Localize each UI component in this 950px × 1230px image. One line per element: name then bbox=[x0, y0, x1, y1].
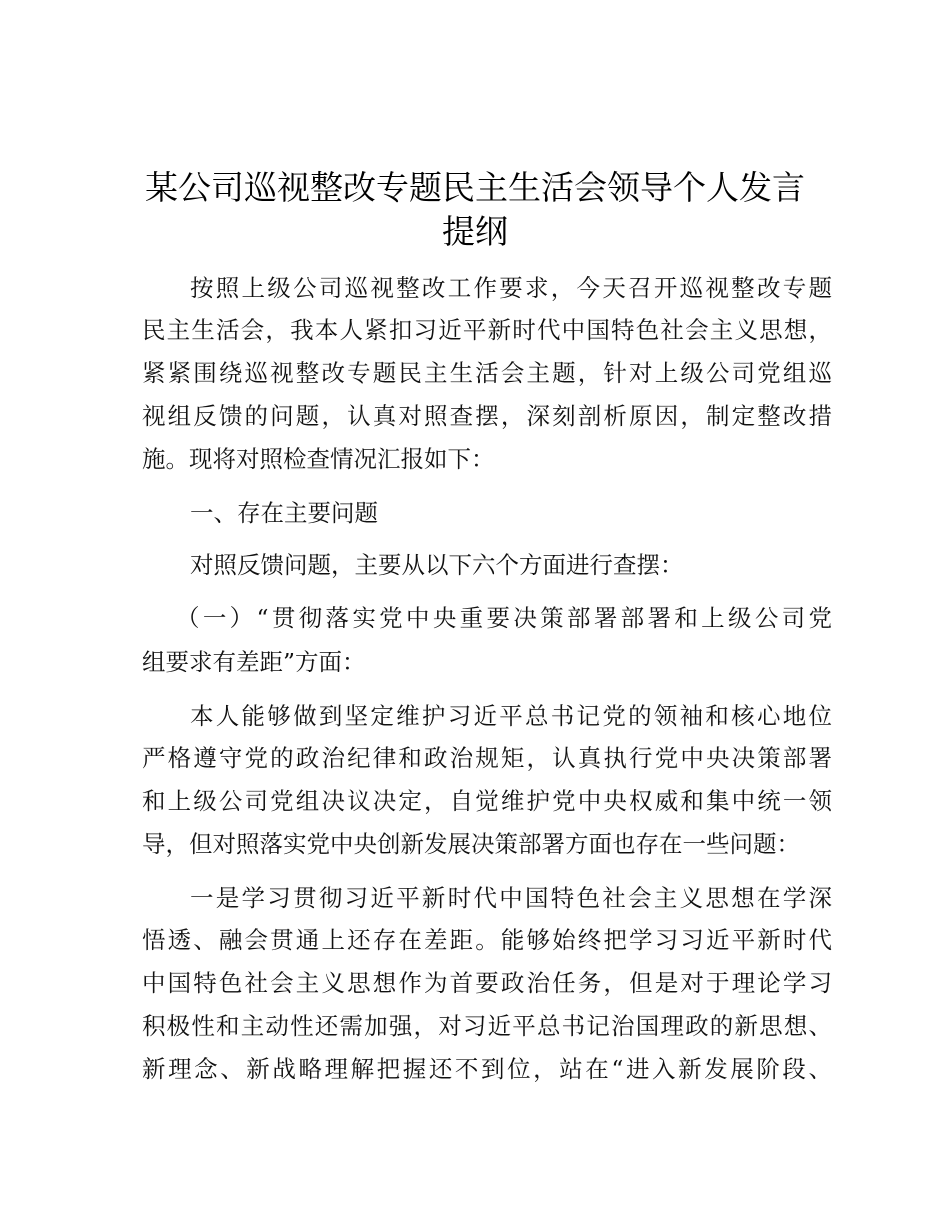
paragraph-intro-line-2: 民主生活会，我本人紧扣习近平新时代中国特色社会主义思想， bbox=[142, 316, 832, 344]
subsection-heading-1-line-2: 组要求有差距”方面： bbox=[142, 648, 366, 676]
paragraph-self-review-line-1: 本人能够做到坚定维护习近平总书记党的领袖和核心地位 bbox=[190, 702, 832, 730]
paragraph-intro-line-4: 视组反馈的问题，认真对照查摆，深刻剖析原因，制定整改措 bbox=[142, 402, 832, 430]
paragraph-review-intro: 对照反馈问题，主要从以下六个方面进行查摆： bbox=[190, 551, 684, 579]
subsection-heading-1-line-1: （一）“贯彻落实党中央重要决策部署部署和上级公司党 bbox=[176, 604, 832, 632]
paragraph-self-review-line-2: 严格遵守党的政治纪律和政治规矩，认真执行党中央决策部署 bbox=[142, 744, 832, 772]
paragraph-self-review-line-4: 导，但对照落实党中央创新发展决策部署方面也存在一些问题： bbox=[142, 830, 800, 858]
paragraph-intro-line-3: 紧紧围绕巡视整改专题民主生活会主题，针对上级公司党组巡 bbox=[142, 359, 832, 387]
paragraph-self-review-line-3: 和上级公司党组决议决定，自觉维护党中央权威和集中统一领 bbox=[142, 787, 832, 815]
paragraph-intro-line-5: 施。现将对照检查情况汇报如下： bbox=[142, 445, 495, 473]
paragraph-point-1-line-3: 中国特色社会主义思想作为首要政治任务，但是对于理论学习 bbox=[142, 969, 832, 997]
paragraph-point-1-line-4: 积极性和主动性还需加强，对习近平总书记治国理政的新思想、 bbox=[142, 1012, 832, 1040]
document-title-line-2: 提纲 bbox=[442, 212, 508, 251]
paragraph-intro-line-1: 按照上级公司巡视整改工作要求，今天召开巡视整改专题 bbox=[190, 274, 832, 302]
section-heading-1: 一、存在主要问题 bbox=[190, 499, 378, 527]
paragraph-point-1-line-1: 一是学习贯彻习近平新时代中国特色社会主义思想在学深 bbox=[190, 884, 832, 912]
paragraph-point-1-line-2: 悟透、融会贯通上还存在差距。能够始终把学习习近平新时代 bbox=[142, 926, 832, 954]
document-title-line-1: 某公司巡视整改专题民主生活会领导个人发言 bbox=[145, 168, 805, 207]
paragraph-point-1-line-5: 新理念、新战略理解把握还不到位，站在“进入新发展阶段、 bbox=[142, 1055, 832, 1083]
